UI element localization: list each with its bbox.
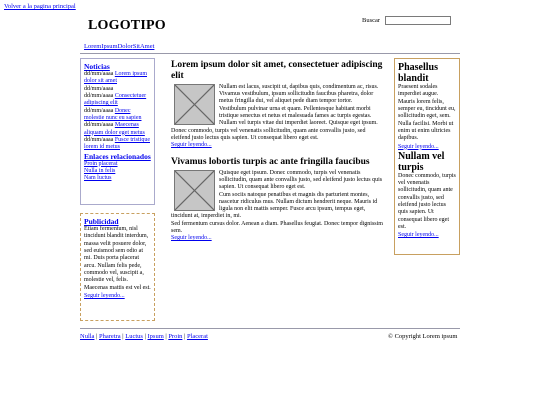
news-item	[84, 108, 151, 123]
article-title: Vivamus lobortis turpis ac ante fringilla faucibus	[171, 156, 370, 167]
news-link[interactable]: Maecenas aliquam dolor eget metus	[84, 122, 145, 136]
related-links-heading[interactable]: Enlaces relacionados	[84, 151, 151, 161]
news-date: dd/mm/aaaa	[84, 107, 114, 114]
news-link[interactable]: Donec molestie nunc eu sapien	[84, 107, 142, 122]
footer-link[interactable]: Nulla	[80, 333, 95, 340]
right-sidebar-heading: Nullam vel turpis	[398, 150, 445, 173]
top-nav-item[interactable]: Dolor	[117, 43, 133, 50]
site-logo: LOGOTIPO	[88, 18, 166, 33]
right-sidebar-text: Praesent sodales imperdiet augue. Mauris lorem felis, semper eu, tincidunt eu, sollicitudin eget, sem. Nulla facilisi. Morbi ut enim ut enim ultricies dapibus.	[398, 84, 456, 142]
advertising-heading[interactable]: Publicidad	[84, 217, 119, 226]
news-item	[84, 86, 151, 93]
related-link[interactable]: Nam luctus	[84, 175, 112, 182]
article	[171, 157, 386, 243]
search-label: Buscar	[362, 16, 381, 24]
news-link[interactable]: Consectetuer adipiscing elit	[84, 93, 147, 107]
read-more-link[interactable]: Seguir leyendo...	[171, 142, 212, 149]
news-item	[84, 93, 151, 108]
article-paragraph: Quisque eget ipsum. Donec commodo, turpis vel venenatis sollicitudin, quam ante convallis justo, sed eleifend justo lectus quis sapien. Ut consequat libero eget est.	[219, 169, 383, 191]
copyright-text: © Copyright Lorem ipsum	[388, 333, 458, 340]
news-date: dd/mm/aaaa	[84, 122, 114, 129]
news-date: dd/mm/aaaa	[84, 136, 114, 143]
news-date: dd/mm/aaaa	[84, 85, 114, 92]
footer-link[interactable]: Proin	[168, 333, 183, 340]
main-content	[171, 60, 386, 250]
read-more-link[interactable]: Seguir leyendo...	[398, 232, 439, 239]
news-date: dd/mm/aaaa	[84, 71, 114, 78]
news-item	[84, 122, 151, 137]
read-more-link[interactable]: Seguir leyendo...	[171, 235, 212, 242]
image-placeholder-icon	[174, 170, 215, 211]
news-heading[interactable]: Noticias	[84, 62, 110, 71]
image-placeholder-icon	[174, 84, 215, 125]
footer-link[interactable]: Placerat	[186, 333, 208, 340]
read-more-link[interactable]: Seguir leyendo...	[398, 143, 439, 150]
footer-link[interactable]: Pharetra	[99, 333, 121, 340]
article	[171, 60, 386, 150]
right-sidebar-text: Donec commodo, turpis vel venenatis sollicitudin, quam ante convallis justo, sed eleifend justo lectus quis sapien. Ut consequat libero eget est.	[398, 172, 456, 230]
header-divider	[80, 53, 460, 54]
top-nav-item[interactable]: Amet	[139, 43, 155, 50]
skip-to-main-link[interactable]: Volver a la pagina principal	[4, 3, 76, 10]
footer-link[interactable]: Luctus	[125, 333, 143, 340]
search-input[interactable]	[385, 16, 451, 25]
sidebar-news	[80, 58, 155, 205]
advertising-text: Etiam fermentum, nisl tincidunt blandit interdum, massa velit posuere dolor, sed euismod sem odio at mi. Duis porta placerat arcu. Nullam felis pede, commodo vel, suscipit a, molestie vel, felis. Maecenas mattis est vel est.	[84, 226, 151, 291]
article-paragraph: Vestibulum pulvinar urna et quam. Pellentesque habitant morbi tristique senectus et netus et malesuada fames ac turpis egestas. Nullam vel turpis vitae dui imperdiet laoreet. Quisque eget ipsum.	[219, 105, 378, 127]
news-item	[84, 71, 151, 86]
related-link[interactable]: Proin placerat	[84, 160, 118, 167]
footer-link[interactable]: Ipsum	[147, 333, 164, 340]
right-sidebar-heading: Phasellus blandit	[398, 62, 439, 84]
news-link[interactable]: Fusce tristique lorem id metus	[84, 136, 150, 151]
footer-nav: Nulla | Pharetra | Luctus | Ipsum | Proin | Placerat	[80, 333, 208, 340]
top-nav-item[interactable]: Ipsum	[101, 43, 118, 50]
news-item	[84, 137, 151, 152]
article-paragraph: Nullam est lacus, suscipit ut, dapibus quis, condimentum ac, risus. Vivamus vestibulum, ipsum sollicitudin faucibus pharetra, dolor metus fringilla dui, vel aliquet pede diam tempor tortor.	[219, 83, 379, 105]
footer-divider	[80, 328, 460, 329]
sidebar-right	[394, 58, 460, 255]
read-more-link[interactable]: Seguir leyendo...	[84, 292, 125, 299]
search-form	[362, 16, 451, 25]
article-paragraph: Donec commodo, turpis vel venenatis sollicitudin, quam ante convallis justo, sed eleifend justo lectus quis sapien. Ut consequat libero eget est.	[171, 127, 366, 142]
related-link[interactable]: Nulla in felis	[84, 168, 116, 175]
top-nav-item[interactable]: Sit	[132, 43, 140, 50]
sidebar-advertising	[80, 213, 155, 321]
article-paragraph: Cum sociis natoque penatibus et magnis dis parturient montes, nascetur ridiculus mus. Nullam dictum hendrerit neque. Mauris id ligula non elit mattis semper. Fusce arcu ipsum, tempus eget, tincidunt at, imperdiet in, mi.	[171, 191, 378, 220]
news-date: dd/mm/aaaa	[84, 93, 114, 100]
news-link[interactable]: Lorem ipsum dolor sit amet	[84, 71, 147, 85]
article-title: Lorem ipsum dolor sit amet, consectetuer adipiscing elit	[171, 60, 383, 81]
top-nav-item[interactable]: Lorem	[84, 43, 102, 50]
top-nav	[84, 43, 154, 51]
article-paragraph: Sed fermentum cursus dolor. Aenean a diam. Phasellus feugiat. Donec tempor dignissim sem.	[171, 220, 383, 235]
